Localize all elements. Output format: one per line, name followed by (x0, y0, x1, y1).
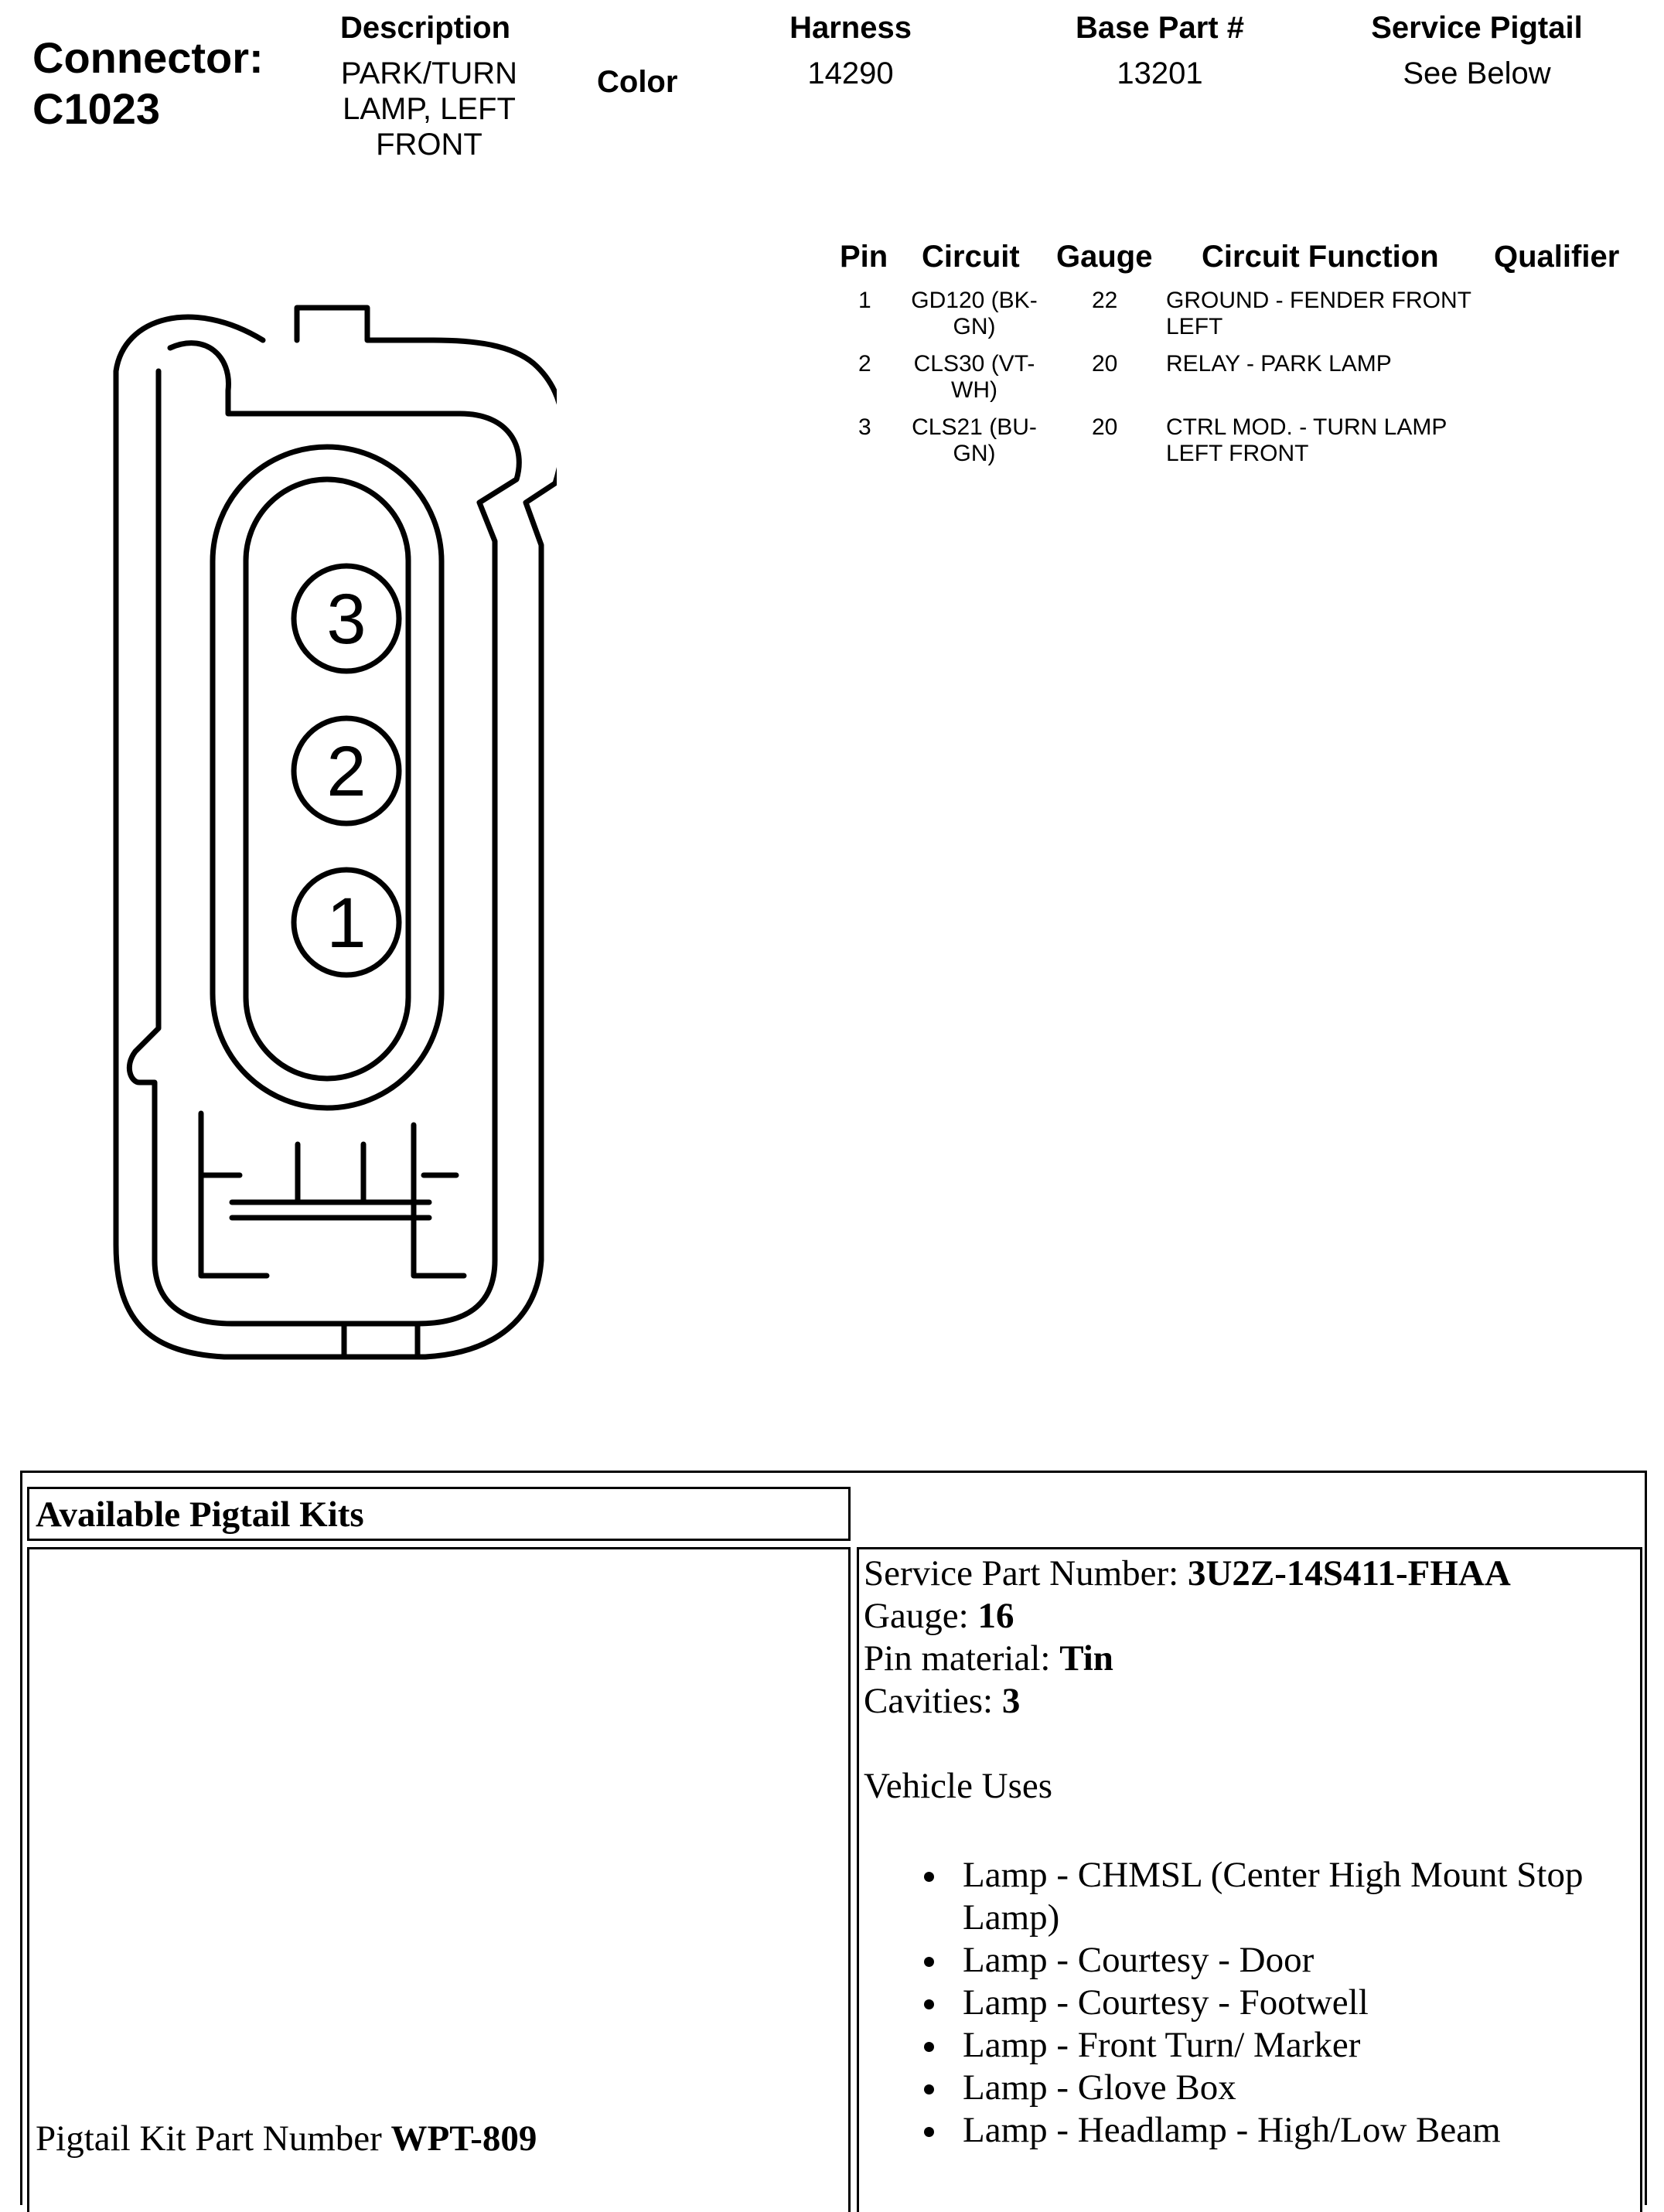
pigtail-heading-cell (27, 1487, 851, 1541)
service-part-label: Service Part Number: (864, 1553, 1188, 1593)
circuit-cell (897, 414, 1052, 467)
vehicle-uses-list (864, 1854, 1637, 2152)
pigtail-kit-part-number (36, 2118, 537, 2160)
col-header-pin: Pin (840, 240, 888, 274)
gauge-cell: 22 (1092, 288, 1118, 313)
function-cell (1166, 414, 1447, 467)
latch-ribs (298, 1144, 363, 1202)
col-header-gauge: Gauge (1056, 240, 1153, 274)
circuit-cell (897, 288, 1052, 340)
gauge-value: 16 (977, 1596, 1014, 1636)
harness-value: 14290 (807, 56, 894, 90)
connector-label: Connector: (32, 33, 264, 82)
housing-outline (116, 308, 557, 1357)
pin-material-value: Tin (1059, 1638, 1113, 1679)
color-label: Color (597, 65, 678, 99)
circuit-line: CLS30 (VT- (913, 351, 1035, 377)
list-item: Lamp - Courtesy - Door (864, 1939, 1637, 1982)
col-header-circuit: Circuit (922, 240, 1020, 274)
connector-id: C1023 (32, 84, 161, 133)
service-pigtail-value: See Below (1403, 56, 1551, 90)
kit-part-label: Pigtail Kit Part Number (36, 2118, 391, 2159)
pin-material-label: Pin material: (864, 1638, 1060, 1679)
circuit-cell (897, 351, 1052, 404)
pin-1-label: 1 (326, 884, 367, 963)
kit-part-value: WPT-809 (390, 2118, 537, 2159)
housing-inner-outline (129, 343, 519, 1324)
cavities-value: 3 (1001, 1681, 1021, 1721)
description-value: PARK/TURN LAMP, LEFT FRONT (340, 56, 518, 162)
list-item: Lamp - Headlamp - High/Low Beam (864, 2109, 1637, 2152)
gauge-label: Gauge: (864, 1596, 978, 1636)
circuit-line: WH) (951, 377, 997, 403)
pin-2-label: 2 (326, 732, 367, 811)
circuit-line: GN) (953, 314, 996, 339)
function-line: RELAY - PARK LAMP (1166, 351, 1392, 377)
gauge-cell: 20 (1092, 414, 1118, 440)
function-cell (1166, 351, 1392, 377)
gauge-row (864, 1595, 1637, 1638)
function-cell (1166, 288, 1471, 340)
pin-material-row (864, 1638, 1637, 1680)
description-label: Description (339, 11, 511, 45)
latch-bar (232, 1202, 429, 1218)
base-part-label: Base Part # (1076, 11, 1244, 45)
list-item: Lamp - CHMSL (Center High Mount Stop Lamp) (864, 1854, 1637, 1939)
circuit-line: CLS21 (BU- (912, 414, 1037, 440)
cavities-label: Cavities: (864, 1681, 1002, 1721)
base-part-value: 13201 (1117, 56, 1203, 90)
latch-outline (201, 1113, 464, 1276)
list-item: Lamp - Courtesy - Footwell (864, 1982, 1637, 2024)
service-pigtail-label: Service Pigtail (1371, 11, 1583, 45)
cavities-row (864, 1680, 1637, 1723)
col-header-circuit-function: Circuit Function (1202, 240, 1439, 274)
pin-3-label: 3 (326, 580, 367, 659)
locking-tab (344, 1324, 418, 1357)
pigtail-details (864, 1552, 1637, 2152)
service-part-number (864, 1552, 1637, 1595)
pigtail-kits-table (20, 1471, 1647, 2205)
function-line: LEFT FRONT (1166, 441, 1309, 466)
pigtail-details-cell (857, 1547, 1642, 2212)
circuit-line: GN) (953, 441, 996, 466)
function-line: LEFT (1166, 314, 1223, 339)
vehicle-uses-label: Vehicle Uses (864, 1766, 1053, 1806)
list-item: Lamp - Front Turn/ Marker (864, 2024, 1637, 2067)
pin-number: 1 (858, 288, 871, 313)
service-part-value: 3U2Z-14S411-FHAA (1187, 1553, 1511, 1593)
function-line: CTRL MOD. - TURN LAMP (1166, 414, 1447, 440)
connector-face-diagram (108, 286, 557, 1368)
pin-number: 2 (858, 351, 871, 377)
col-header-qualifier: Qualifier (1494, 240, 1620, 274)
pigtail-kit-cell (27, 1547, 851, 2212)
gauge-cell: 20 (1092, 351, 1118, 377)
circuit-line: GD120 (BK- (911, 288, 1038, 313)
connector-title (32, 32, 264, 135)
harness-label: Harness (789, 11, 912, 45)
pin-number: 3 (858, 414, 871, 440)
pigtail-heading: Available Pigtail Kits (36, 1495, 364, 1535)
function-line: GROUND - FENDER FRONT (1166, 288, 1471, 313)
list-item: Lamp - Glove Box (864, 2067, 1637, 2109)
